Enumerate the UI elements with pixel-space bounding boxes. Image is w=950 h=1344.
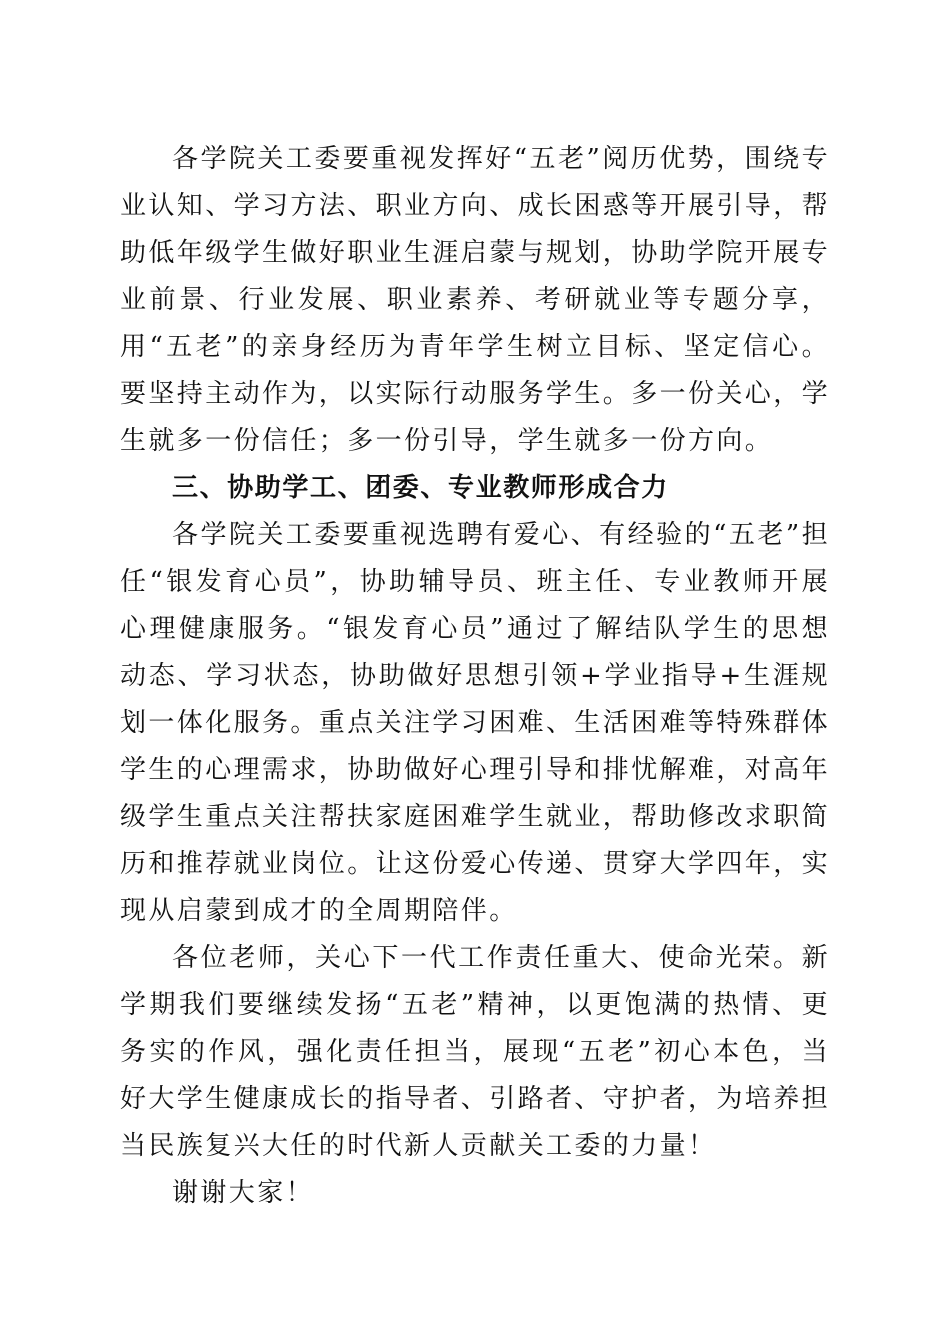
paragraph-closing-remarks: 各位老师，关心下一代工作责任重大、使命光荣。新学期我们要继续发扬“五老”精神，以更饱满的热情、更务实的作风，强化责任担当，展现“五老”初心本色，当好大学生健康成长的指导者、引路者、守护者，为培养担当民族复兴大任的时代新人贡献关工委的力量！ — [120, 943, 831, 1161]
paragraph-mentoring-guidance: 各学院关工委要重视发挥好“五老”阅历优势，围绕专业认知、学习方法、职业方向、成长困惑等开展引导，帮助低年级学生做好职业生涯启蒙与规划，协助学院开展专业前景、行业发展、职业素养、考研就业等专题分享，用“五老”的亲身经历为青年学生树立目标、坚定信心。要坚持主动作为，以实际行动服务学生。多一份关心，学生就多一份信任；多一份引导，学生就多一份方向。 — [120, 144, 831, 456]
paragraph-thanks: 谢谢大家！ — [172, 1178, 315, 1208]
document-body — [120, 136, 830, 1217]
section-heading-three: 三、协助学工、团委、专业教师形成合力 — [172, 473, 669, 503]
paragraph-silver-counselors: 各学院关工委要重视选聘有爱心、有经验的“五老”担任“银发育心员”，协助辅导员、班主任、专业教师开展心理健康服务。“银发育心员”通过了解结队学生的思想动态、学习状态，协助做好思想引领+学业指导+生涯规划一体化服务。重点关注学习困难、生活困难等特殊群体学生的心理需求，协助做好心理引导和排忧解难，对高年级学生重点关注帮扶家庭困难学生就业，帮助修改求职简历和推荐就业岗位。让这份爱心传递、贯穿大学四年，实现从启蒙到成才的全周期陪伴。 — [120, 520, 831, 926]
